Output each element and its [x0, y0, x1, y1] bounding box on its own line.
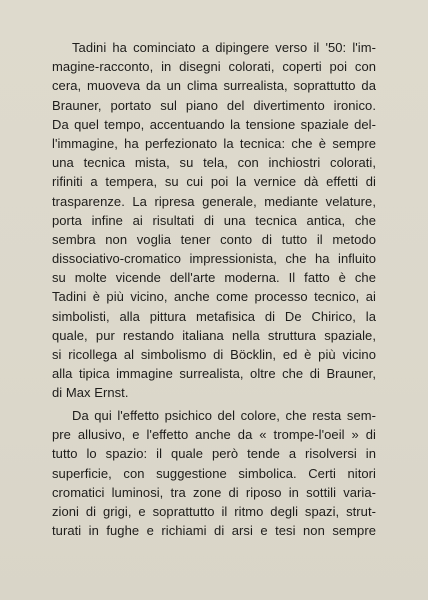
text-line: simbolisti, alla pittura metafisica di De Chirico, la	[52, 308, 376, 324]
text-line: l'immagine, ha perfezionato la tecnica: che è sempre	[52, 135, 376, 151]
text-line: pre allusivo, e l'effetto anche da « trompe-l'oeil » di	[52, 427, 376, 443]
text-line: cromatici luminosi, tra zone di riposo in sottili varia-	[52, 484, 376, 500]
text-line: tutto lo spazio: il quale però tende a risolversi in	[52, 446, 376, 462]
text-line: cera, muoveva da un clima surrealista, soprattutto da	[52, 78, 376, 94]
text-line: su molte vicende dell'arte moderna. Il fatto è che	[52, 270, 376, 286]
text-line: porta infine ai risultati di una tecnica antica, che	[52, 212, 376, 228]
text-line: alla tipica immagine surrealista, oltre che di Brauner,	[52, 366, 376, 382]
text-line: trasparenze. La ripresa generale, mediante velature,	[52, 193, 376, 209]
paragraph-2	[52, 406, 376, 540]
text-line: si ricollega al simbolismo di Böcklin, ed è più vicino	[52, 347, 376, 362]
text-line: magine-racconto, in disegni colorati, coperti poi con	[52, 59, 376, 75]
text-line: dissociativo-cromatico impressionista, che ha influito	[52, 251, 376, 267]
paragraph-1	[52, 38, 376, 403]
text-line: Tadini è più vicino, anche come processo tecnico, ai	[52, 289, 376, 305]
text-line: turati in fughe e richiami di arsi e tesi non sempre	[52, 523, 376, 539]
text-line: una tecnica mista, su tela, con inchiostri colorati,	[52, 155, 376, 171]
text-line: quale, pur restando italiana nella struttura spaziale,	[52, 327, 376, 343]
text-line: Brauner, portato sul piano del divertimento ironico.	[52, 97, 376, 113]
text-line: di Max Ernst.	[52, 385, 129, 401]
text-line: superficie, con suggestione simbolica. Certi nitori	[52, 465, 376, 481]
text-line: sembra non voglia tener conto di tutto il metodo	[52, 231, 376, 247]
text-line: Tadini ha cominciato a dipingere verso il '50: l'im-	[72, 40, 376, 55]
text-line: Da qui l'effetto psichico del colore, che resta sem-	[72, 408, 376, 423]
text-line: zioni di grigi, e soprattutto il ritmo degli spazi, strut-	[52, 503, 376, 519]
text-line: rifiniti a tempera, su cui poi la vernice dà effetti di	[52, 174, 376, 190]
text-line: Da quel tempo, accentuando la tensione spaziale del-	[52, 116, 376, 132]
